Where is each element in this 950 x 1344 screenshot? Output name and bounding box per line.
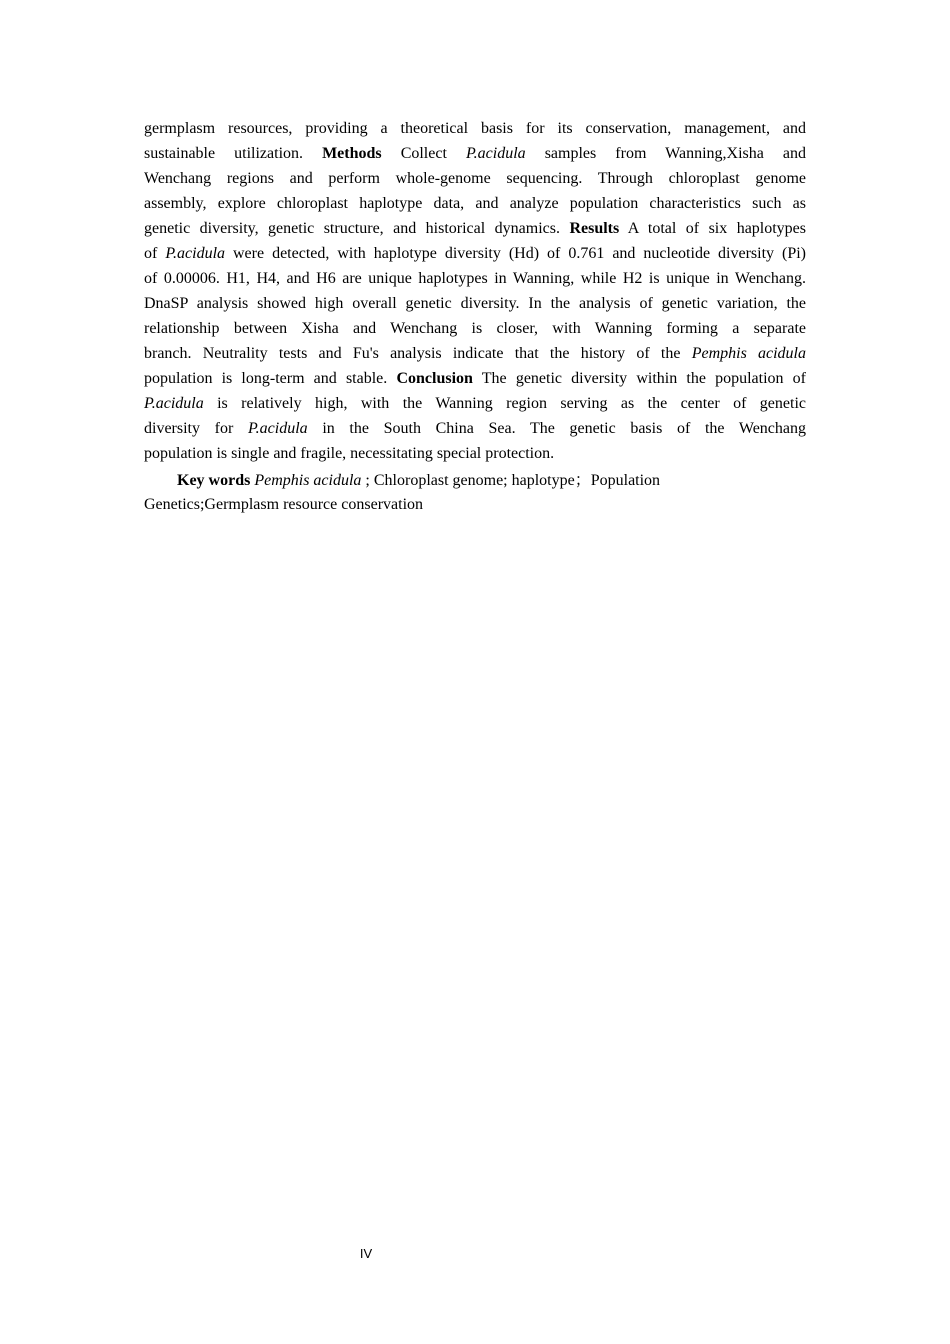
abstract-line [144,141,806,166]
section-label: Conclusion [396,370,473,387]
text-run: population is long-term and stable. [144,370,397,387]
text-run: Collect [381,145,466,162]
text-run: sustainable utilization. [144,145,323,162]
abstract-line [144,216,806,241]
species-name: P.acidula [465,145,526,162]
text-run: relationship between Xisha and Wenchang is closer, with Wanning forming a separate [144,320,806,337]
text-run: genetic diversity, genetic structure, and historical dynamics. [144,220,570,237]
abstract-line [144,241,806,266]
section-label: Methods [322,145,382,162]
abstract-line [144,291,806,316]
text-run: is relatively high, with the Wanning region serving as the center of genetic [203,395,806,412]
species-name: P.acidula [247,420,308,437]
abstract-paragraph [144,116,806,466]
abstract-line [144,366,806,391]
abstract-line [144,191,806,216]
text-run: branch. Neutrality tests and Fu's analysis indicate that the history of the [144,345,692,362]
keywords-label: Key words [177,472,251,489]
abstract-line [144,441,806,466]
abstract-line [144,416,806,441]
text-run: of [144,245,166,262]
text-run: DnaSP analysis showed high overall genetic diversity. In the analysis of genetic variation, the [144,295,806,312]
text-run: samples from Wanning,Xisha and [525,145,807,162]
text-run: assembly, explore chloroplast haplotype data, and analyze population characteristics such as [144,195,806,212]
text-run: germplasm resources, providing a theoretical basis for its conservation, management, and [144,120,806,137]
text-run: The genetic diversity within the population of [472,370,807,387]
text-run: of 0.00006. H1, H4, and H6 are unique haplotypes in Wanning, while H2 is unique in Wenchang. [144,270,806,287]
keywords-rest: ; Chloroplast genome; haplotype；Population [361,472,661,489]
abstract-line [144,316,806,341]
species-name: P.acidula [165,245,226,262]
abstract-line [144,116,806,141]
keywords-line-continued: Genetics;Germplasm resource conservation [144,496,424,513]
species-name: Pemphis acidula [691,345,807,362]
species-name: P.acidula [144,395,204,412]
text-run: Wenchang regions and perform whole-genome sequencing. Through chloroplast genome [144,170,806,187]
text-run: in the South China Sea. The genetic basis of the Wenchang [307,420,806,437]
text-run: A total of six haplotypes [619,220,807,237]
text-run: population is single and fragile, necessitating special protection. [144,445,555,462]
page-number: IV [359,1246,373,1261]
keyword-species: Pemphis acidula [254,472,362,489]
abstract-line [144,266,806,291]
abstract-body [144,116,806,516]
abstract-line [144,166,806,191]
keywords-line [144,468,806,493]
section-label: Results [569,220,620,237]
text-run: diversity for [144,420,248,437]
abstract-line [144,341,806,366]
text-run: were detected, with haplotype diversity (Hd) of 0.761 and nucleotide diversity (Pi) [225,245,807,262]
abstract-line [144,391,806,416]
